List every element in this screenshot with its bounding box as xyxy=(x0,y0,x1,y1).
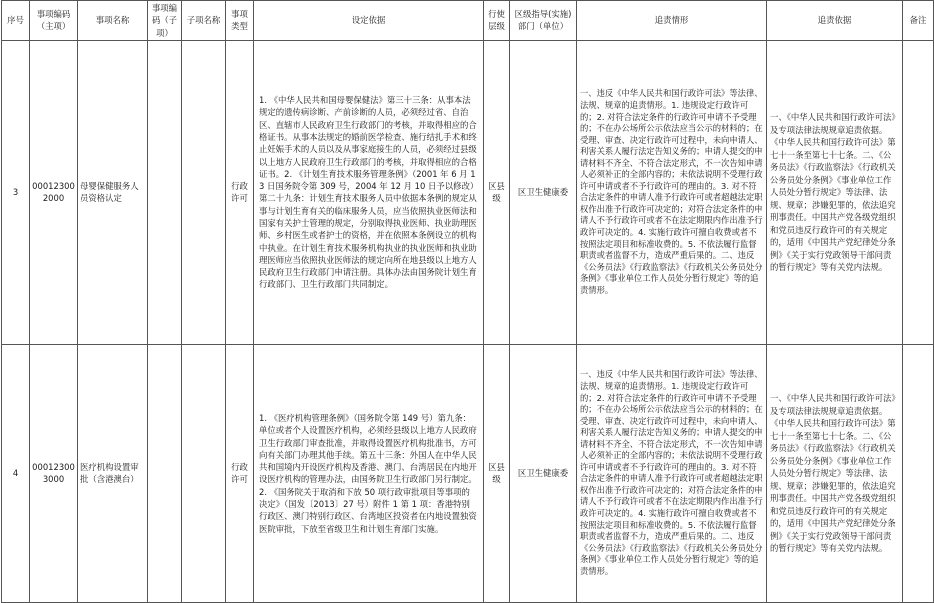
header-code-main: 事项编码（主项） xyxy=(30,1,78,41)
header-item-type: 事项类型 xyxy=(226,1,254,41)
table-row xyxy=(2,344,934,602)
header-sub-name: 子项名称 xyxy=(182,1,226,41)
header-level: 行使层级 xyxy=(484,1,510,41)
cell-seq: 4 xyxy=(2,344,30,602)
cell-basis: 1. 《医疗机构管理条例》（国务院令第 149 号）第九条：单位或者个人设置医疗机构，必须经县级以上地方人民政府卫生行政部门审查批准，并取得设置医疗机构批准书，方可向有关部门办理其他手续。第五十三条：外国人在中华人民共和国境内开设医疗机构及香港、澳门、台湾居民在内地开设医疗机构的管理办法，由国务院卫生行政部门另行制定。2. 《国务院关于取消和下放 50 项行政审批项目等事项的决定》（国发〔2013〕27 号）附件 1 第 1 项：香港特别行政区、澳门特别行政区、台湾地区投资者在内地设置独资医院审批，下放至省级卫生和计划生育部门实施。 xyxy=(254,344,484,602)
cell-item-name: 母婴保健服务人员资格认定 xyxy=(78,40,148,344)
cell-item-name: 医疗机构设置审批（含港澳台） xyxy=(78,344,148,602)
header-item-name: 事项名称 xyxy=(78,1,148,41)
cell-level: 区县级 xyxy=(484,344,510,602)
cell-basis: 1. 《中华人民共和国母婴保健法》第三十三条：从事本法规定的遗传病诊断、产前诊断的人员，必须经过省、自治区、直辖市人民政府卫生行政部门的考核，并取得相应的合格证书。从事本法规定的婚前医学检查、施行结扎手术和终止妊娠手术的人员以及从事家庭接生的人员，必须经过县级以上地方人民政府卫生行政部门的考核，并取得相应的合格证书。2. 《计划生育技术服务管理条例》（2001 年 6 月 13 日国务院令第 309 号，2004 年 12 月 10 日予以修改）第二十九条：计划生育技术服务人员中依据本条例的规定从事与计划生育有关的临床服务人员，应当依照执业医师法和国家有关护士管理的规定，分别取得执业医师、执业助理医师、乡村医生或者护士的资格，并在依照本条例设立的机构中执业。在计划生育技术服务机构执业的执业医师和执业助理医师应当依照执业医师法的规定向所在地县级以上地方人民政府卫生行政部门申请注册。具体办法由国务院计划生育行政部门、卫生行政部门共同制定。 xyxy=(254,40,484,344)
cell-sub-name xyxy=(182,40,226,344)
cell-dept: 区卫生健康委 xyxy=(510,344,577,602)
header-remarks: 备注 xyxy=(903,1,934,41)
cell-sub-code xyxy=(148,344,182,602)
cell-sub-name xyxy=(182,344,226,602)
header-code-sub: 事项编码（子项） xyxy=(148,1,182,41)
cell-remark xyxy=(903,40,934,344)
cell-dept: 区卫生健康委 xyxy=(510,40,577,344)
header-basis: 设定依据 xyxy=(254,1,484,41)
header-accountability-situation: 追责情形 xyxy=(577,1,767,41)
cell-level: 区县级 xyxy=(484,40,510,344)
header-seq: 序号 xyxy=(2,1,30,41)
header-row xyxy=(2,1,934,41)
cell-code: 000123003000 xyxy=(30,344,78,602)
cell-accountability-situation: 一、违反《中华人民共和国行政许可法》等法律、法规、规章的追责情形。1. 违规设定行政许可的；2. 对符合法定条件的行政许可申请不予受理的；不在办公场所公示依法应当公示的材料的；在受理、审查、决定行政许可过程中，未向申请人、利害关系人履行法定告知义务的；申请人提交的申请材料不齐全、不符合法定形式，不一次告知申请人必须补正的全部内容的；未依法说明不受理行政许可申请或者不予行政许可的理由的。3. 对不符合法定条件的申请人准予行政许可或者超越法定职权作出准予行政许可决定的；对符合法定条件的申请人不予行政许可或者不在法定期限内作出准予行政许可决定的。4. 实施行政许可擅自收费或者不按照法定项目和标准收费的。5. 不依法履行监督职责或者监督不力，造成严重后果的。二、违反《公务员法》《行政监察法》《行政机关公务员处分条例》《事业单位工作人员处分暂行规定》等的追责情形。 xyxy=(577,40,767,344)
cell-accountability-situation: 一、违反《中华人民共和国行政许可法》等法律、法规、规章的追责情形。1. 违规设定行政许可的；2. 对符合法定条件的行政许可申请不予受理的；不在办公场所公示依法应当公示的材料的；在受理、审查、决定行政许可过程中，未向申请人、利害关系人履行法定告知义务的；申请人提交的申请材料不齐全、不符合法定形式，不一次告知申请人必须补正的全部内容的；未依法说明不受理行政许可申请或者不予行政许可的理由的。3. 对不符合法定条件的申请人准予行政许可或者超越法定职权作出准予行政许可决定的；对符合法定条件的申请人不予行政许可或者不在法定期限内作出准予行政许可决定的。4. 实施行政许可擅自收费或者不按照法定项目和标准收费的。5. 不依法履行监督职责或者监督不力，造成严重后果的。二、违反《公务员法》《行政监察法》《行政机关公务员处分条例》《事业单位工作人员处分暂行规定》等的追责情形。 xyxy=(577,344,767,602)
cell-item-type: 行政许可 xyxy=(226,344,254,602)
cell-item-type: 行政许可 xyxy=(226,40,254,344)
cell-accountability-basis: 一、《中华人民共和国行政许可法》及专项法律法规规章追责依据。《中华人民共和国行政许可法》第七十一条至第七十七条。二、《公务员法》《行政监察法》《行政机关公务员处分条例》《事业单位工作人员处分暂行规定》等法律、法规、规章；涉嫌犯罪的，依法追究刑事责任。中国共产党各级党组织和党员违反行政许可的有关规定的，适用《中国共产党纪律处分条例》《关于实行党政领导干部问责的暂行规定》等有关党内法规。 xyxy=(767,344,903,602)
cell-code: 000123002000 xyxy=(30,40,78,344)
header-dept: 区级指导(实施)部门（单位） xyxy=(510,1,577,41)
cell-sub-code xyxy=(148,40,182,344)
accountability-table xyxy=(1,0,934,603)
header-accountability-basis: 追责依据 xyxy=(767,1,903,41)
cell-remark xyxy=(903,344,934,602)
table-row xyxy=(2,40,934,344)
cell-accountability-basis: 一、《中华人民共和国行政许可法》及专项法律法规规章追责依据。《中华人民共和国行政许可法》第七十一条至第七十七条。二、《公务员法》《行政监察法》《行政机关公务员处分条例》《事业单位工作人员处分暂行规定》等法律、法规、规章；涉嫌犯罪的，依法追究刑事责任。中国共产党各级党组织和党员违反行政许可的有关规定的，适用《中国共产党纪律处分条例》《关于实行党政领导干部问责的暂行规定》等有关党内法规。 xyxy=(767,40,903,344)
cell-seq: 3 xyxy=(2,40,30,344)
